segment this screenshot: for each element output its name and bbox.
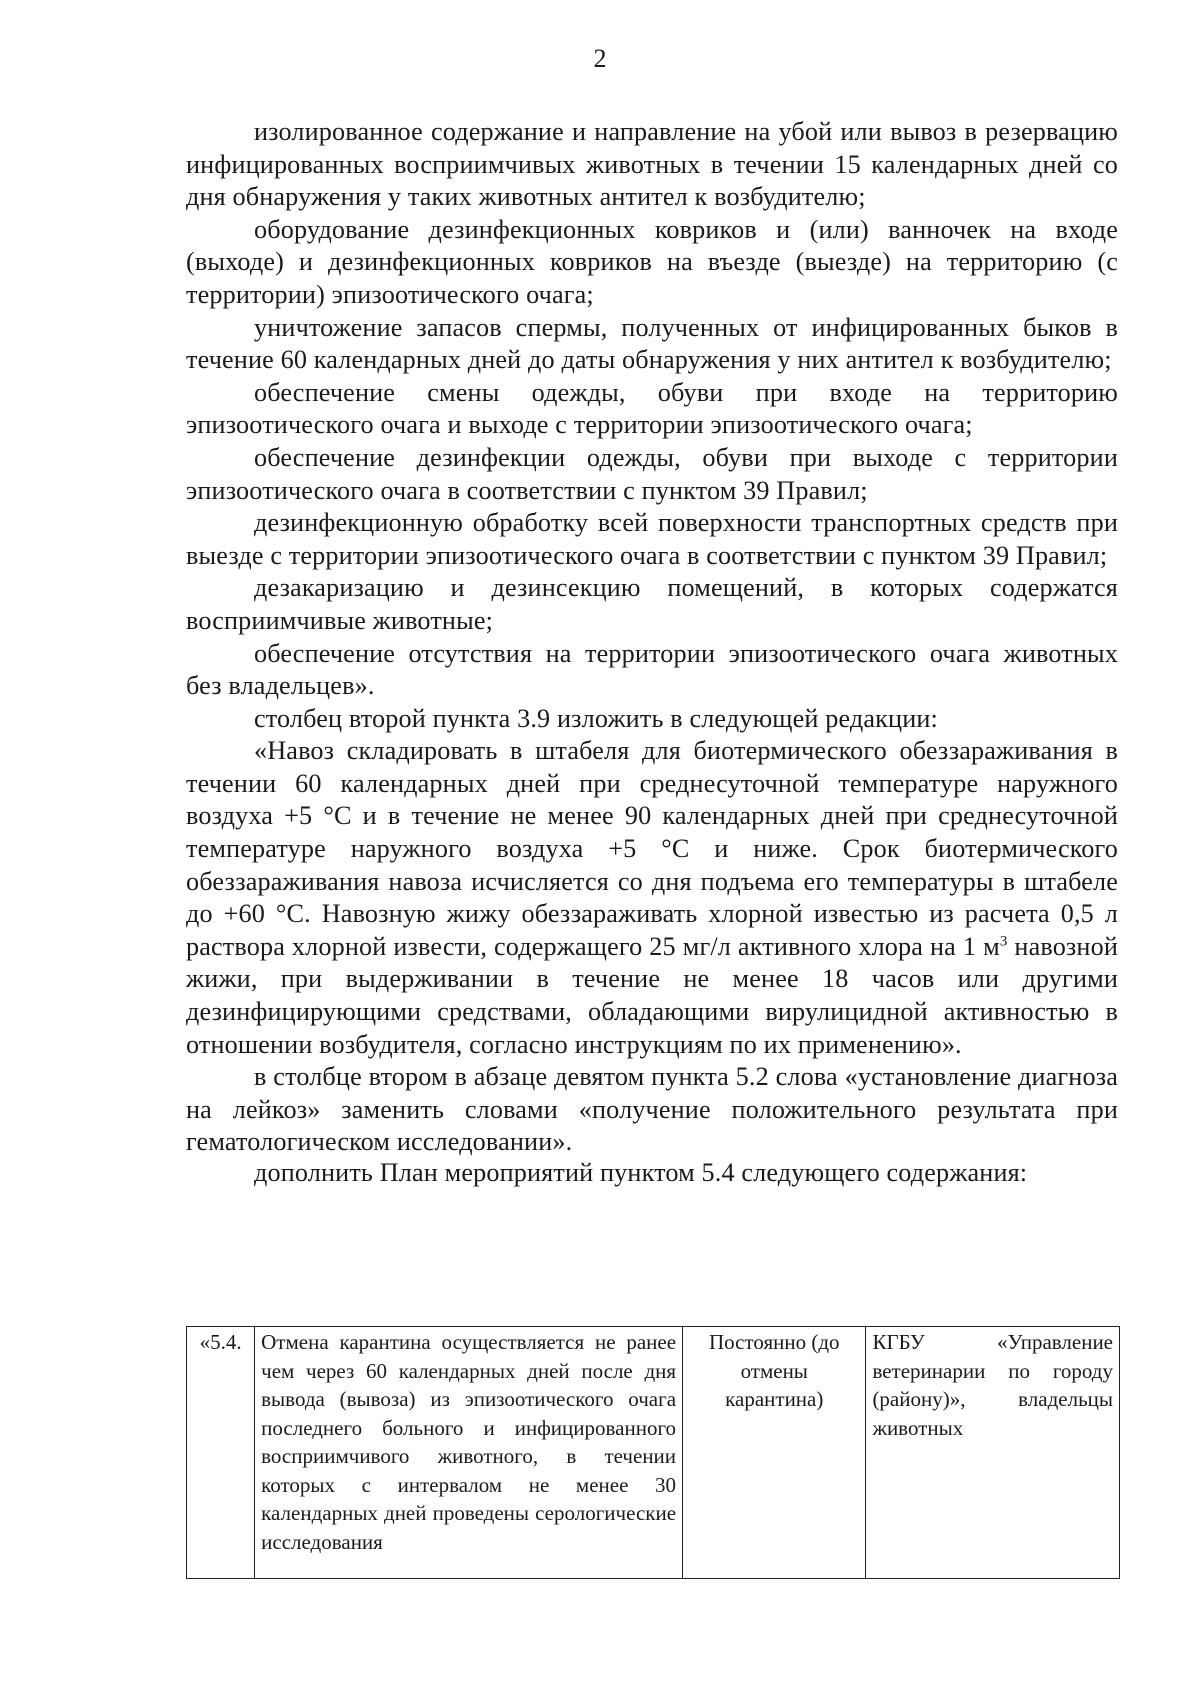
table-cell-number: «5.4. [187, 1327, 255, 1579]
table-row [187, 1327, 1120, 1579]
table-cell-term: Постоянно (до отмены карантина) [683, 1327, 866, 1579]
page-number: 2 [593, 44, 607, 73]
paragraph-clothing-change: обеспечение смены одежды, обуви при входе на территорию эпизоотического очага и выходе с территории эпизоотического очага; [186, 377, 1118, 440]
table-intro: дополнить План мероприятий пунктом 5.4 следующего содержания: [254, 1158, 1028, 1187]
paragraph-stray-animals: обеспечение отсутствия на территории эпизоотического очага животных без владельцев». [186, 638, 1118, 701]
manure-text-part-2: навозной жижи, при выдерживании в течение не менее 18 часов или другими дезинфицирующими средствами, обладающими вирулицидной активностью в отношении возбудителя, согласно инструкциям по их применению». [186, 931, 1118, 1059]
paragraph-item-5-2: в столбце втором в абзаце девятом пункта 5.2 слова «установление диагноза на лейкоз» заменить словами «получение положительного результата при гематологическом исследовании». [186, 1062, 1118, 1157]
paragraph-manure [186, 735, 1118, 1061]
manure-text-part-1: «Навоз складировать в штабеля для биотермического обеззараживания в течении 60 календарных дней при среднесуточной температуре наружного воздуха +5 °С и в течение не менее 90 календарных дней при среднесуточной температуре наружного воздуха +5 °С и ниже. Срок биотермического обеззараживания навоза исчисляется со дня подъема его температуры в штабеле до +60 °С. Навозную жижу обеззараживать хлорной известью из расчета 0,5 л раствора хлорной извести, содержащего 25 мг/л активного хлора на 1 м [186, 736, 1118, 961]
table-cell-responsible: КГБУ «Управление ветеринарии по городу (району)», владельцы животных [866, 1327, 1120, 1579]
document-body [186, 116, 1118, 1187]
paragraph-vehicle-disinfection: дезинфекционную обработку всей поверхности транспортных средств при выезде с территории эпизоотического очага в соответствии с пунктом 39 Правил; [186, 508, 1118, 570]
paragraph-column-3-9: столбец второй пункта 3.9 изложить в следующей редакции: [254, 703, 938, 733]
paragraph-isolation: изолированное содержание и направление на убой или вывоз в резервацию инфицированных восприимчивых животных в течении 15 календарных дней со дня обнаружения у таких животных антител к возбудителю; [186, 117, 1118, 212]
paragraph-disinsection: дезакаризацию и дезинсекцию помещений, в которых содержатся восприимчивые животные; [186, 573, 1118, 635]
plan-table [186, 1326, 1120, 1579]
cubic-superscript: 3 [999, 933, 1008, 950]
paragraph-disinfection-mats: оборудование дезинфекционных ковриков и (или) ванночек на входе (выходе) и дезинфекционных ковриков на въезде (выезде) на территорию (с территории) эпизоотического очага; [186, 214, 1118, 309]
paragraph-semen-destruction: уничтожение запасов спермы, полученных от инфицированных быков в течение 60 календарных дней до даты обнаружения у них антител к возбудителю; [186, 312, 1118, 375]
table-cell-measure: Отмена карантина осуществляется не ранее чем через 60 календарных дней после дня вывода (вывоза) из эпизоотического очага последнего больного и инфицированного восприимчивого животного, в течении которых с интервалом не менее 30 календарных дней проведены серологические исследования [255, 1327, 683, 1579]
paragraph-clothing-disinfection: обеспечение дезинфекции одежды, обуви при выходе с территории эпизоотического очага в соответствии с пунктом 39 Правил; [186, 442, 1118, 505]
